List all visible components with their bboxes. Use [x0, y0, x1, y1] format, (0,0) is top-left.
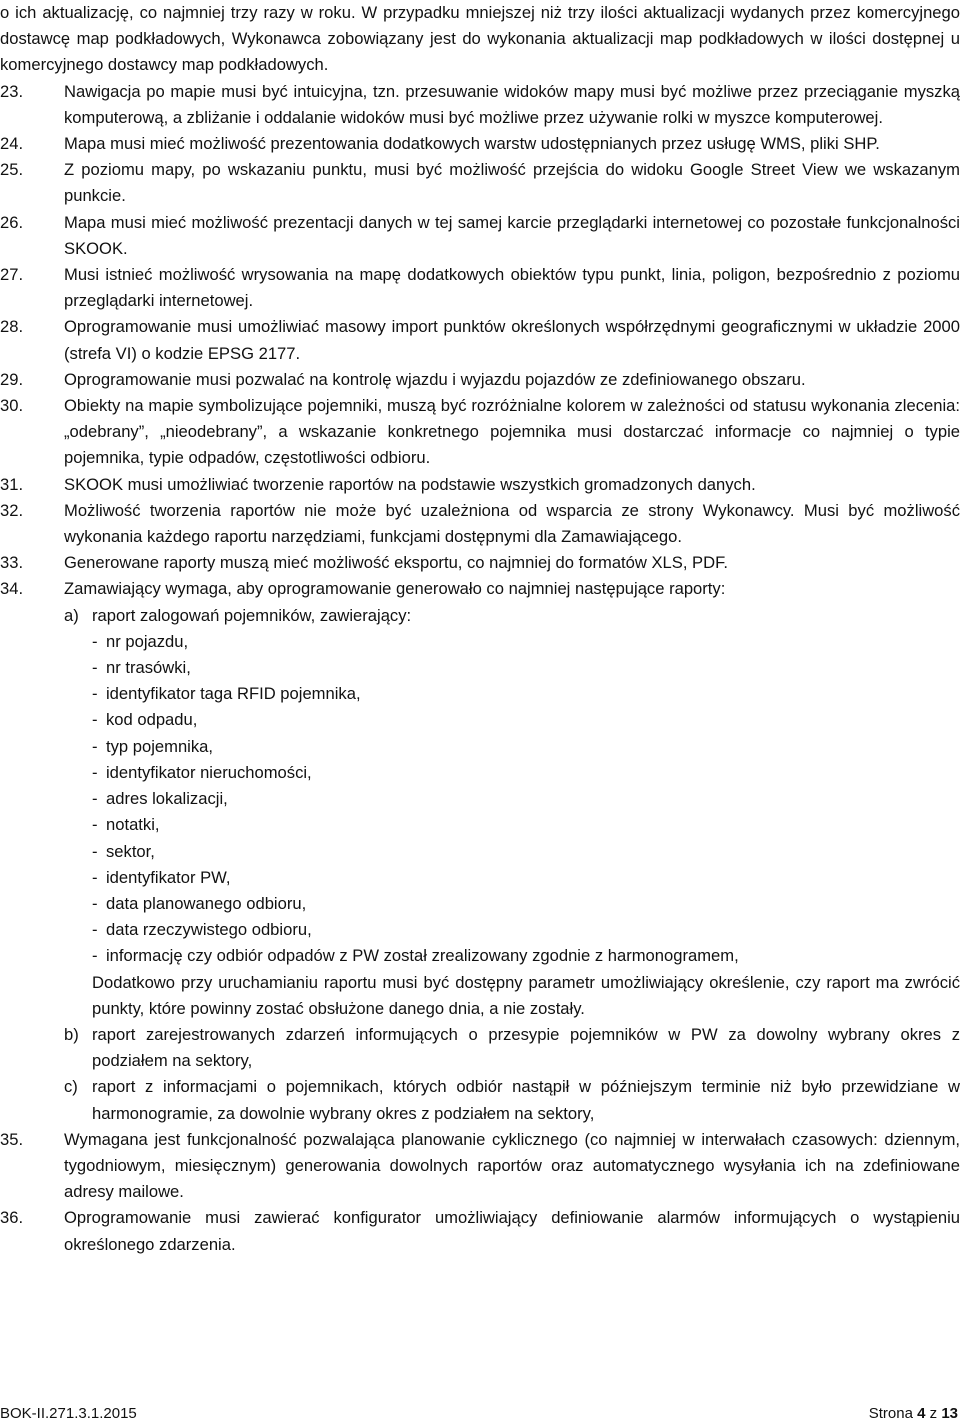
bullet-item: [0, 655, 960, 681]
bullet-text: identyfikator taga RFID pojemnika,: [106, 684, 361, 704]
bullet-text: data rzeczywistego odbioru,: [106, 920, 312, 940]
list-item: [0, 367, 960, 393]
continued-paragraph: o ich aktualizację, co najmniej trzy razy w roku. W przypadku mniejszej niż trzy ilości aktualizacji wydanych przez komercyjnego dostawcę map podkładowych, Wykonawca zobowiązany jest do wykonania aktualizacji map podkładowych w ilości dostępnej u komercyjnego dostawcy map podkładowych.: [0, 3, 960, 75]
item-number: 36.: [0, 1208, 24, 1228]
item-number: 30.: [0, 396, 24, 416]
bullet-item: [0, 734, 960, 760]
page-number: 4: [917, 1405, 926, 1422]
sub-item-text: raport zalogowań pojemników, zawierający:: [92, 605, 412, 625]
page-word: Strona: [868, 1405, 913, 1422]
sub-item-text: raport zarejestrowanych zdarzeń informujących o przesypie pojemników w PW za dowolny wybrany okres z podziałem na sektory,: [92, 1024, 960, 1071]
requirements-list-b: [0, 1127, 960, 1258]
page-indicator: [869, 1405, 958, 1422]
sub-item-letter: b): [64, 1024, 79, 1044]
dash-marker: -: [92, 841, 98, 861]
item-number: 31.: [0, 474, 24, 494]
dash-marker: -: [92, 762, 98, 782]
item-text: Zamawiający wymaga, aby oprogramowanie generowało co najmniej następujące raporty:: [64, 579, 726, 599]
list-item: [0, 314, 960, 366]
list-item: [0, 393, 960, 472]
item-number: 25.: [0, 160, 24, 180]
sub-item-c: [0, 1074, 960, 1126]
item-number: 27.: [0, 265, 24, 285]
bullet-text: identyfikator nieruchomości,: [106, 762, 312, 782]
list-item: [0, 262, 960, 314]
bullet-item: [0, 629, 960, 655]
item-number: 29.: [0, 369, 24, 389]
item-number: 26.: [0, 212, 24, 232]
sub-item-letter: c): [64, 1077, 78, 1097]
bullet-item: [0, 681, 960, 707]
item-text: Z poziomu mapy, po wskazaniu punktu, musi być możliwość przejścia do widoku Google Street View we wskazanym punkcie.: [64, 160, 960, 206]
dash-marker: -: [92, 736, 98, 756]
bullet-item: [0, 707, 960, 733]
item-text: Oprogramowanie musi zawierać konfigurator umożliwiający definiowanie alarmów informujących o wystąpieniu określonego zdarzenia.: [64, 1208, 960, 1254]
item-text: SKOOK musi umożliwiać tworzenie raportów na podstawie wszystkich gromadzonych danych.: [64, 474, 756, 494]
page-total: 13: [941, 1405, 958, 1422]
bullet-text: informację czy odbiór odpadów z PW został zrealizowany zgodnie z harmonogramem,: [106, 946, 739, 966]
sub-item-b: [0, 1022, 960, 1074]
item-number: 28.: [0, 317, 24, 337]
item-text: Nawigacja po mapie musi być intuicyjna, tzn. przesuwanie widoków mapy musi być możliwe przez przeciąganie myszką komputerową, a zbliżanie i oddalanie widoków musi być możliwe przez używanie rolki w myszce komputerowej.: [64, 81, 960, 127]
item-number: 23.: [0, 81, 24, 101]
dash-marker: -: [92, 658, 98, 678]
item-text: Mapa musi mieć możliwość prezentowania dodatkowych warstw udostępnianych przez usługę WMS, pliki SHP.: [64, 134, 880, 154]
report-parameter-note: Dodatkowo przy uruchamianiu raportu musi być dostępny parametr umożliwiający określenie, czy raport ma zwrócić punkty, które powinny zostać obsłużone danego dnia, a nie zostały.: [92, 972, 960, 1018]
dash-marker: -: [92, 893, 98, 913]
item-number: 34.: [0, 579, 24, 599]
bullet-text: kod odpadu,: [106, 710, 198, 730]
list-item: [0, 210, 960, 262]
bullet-text: nr trasówki,: [106, 658, 191, 678]
item-text: Generowane raporty muszą mieć możliwość eksportu, co najmniej do formatów XLS, PDF.: [64, 553, 729, 573]
item-number: 35.: [0, 1129, 24, 1149]
list-item: [0, 157, 960, 209]
bullet-item: [0, 839, 960, 865]
item-text: Mapa musi mieć możliwość prezentacji danych w tej samej karcie przeglądarki internetowej co pozostałe funkcjonalności SKOOK.: [64, 212, 960, 258]
item-text: Wymagana jest funkcjonalność pozwalająca planowanie cyklicznego (co najmniej w interwałach czasowych: dziennym, tygodniowym, miesięcznym) generowania dowolnych raportów oraz automatycznego wysyłania ich na zdefiniowane adresy mailowe.: [64, 1129, 960, 1202]
item-number: 24.: [0, 134, 24, 154]
dash-marker: -: [92, 789, 98, 809]
item-text: Oprogramowanie musi umożliwiać masowy import punktów określonych współrzędnymi geograficznymi w układzie 2000 (strefa VI) o kodzie EPSG 2177.: [64, 317, 960, 363]
of-word: z: [929, 1405, 938, 1422]
list-item: [0, 1205, 960, 1257]
bullet-item: [0, 760, 960, 786]
bullet-text: data planowanego odbioru,: [106, 893, 307, 913]
item-text: Możliwość tworzenia raportów nie może być uzależniona od wsparcia ze strony Wykonawcy. Musi być możliwość wykonania każdego raportu narzędziami, funkcjami dostępnymi dla Zamawiającego.: [64, 500, 960, 547]
list-item: [0, 131, 960, 157]
bullet-item: [0, 943, 960, 969]
sub-item-text: raport z informacjami o pojemnikach, których odbiór nastąpił w późniejszym terminie niż było przewidziane w harmonogramie, za dowolnie wybrany okres z podziałem na sektory,: [92, 1077, 960, 1123]
dash-marker: -: [92, 815, 98, 835]
list-item: [0, 79, 960, 131]
bullet-item: [0, 917, 960, 943]
bullet-text: nr pojazdu,: [106, 631, 189, 651]
sub-item-letter: a): [64, 605, 79, 625]
item-number: 33.: [0, 553, 24, 573]
dash-marker: -: [92, 920, 98, 940]
list-item: [0, 472, 960, 498]
item-number: 32.: [0, 500, 24, 520]
sub-item-a: [0, 603, 960, 629]
bullet-item: [0, 786, 960, 812]
report-fields-list: [0, 629, 960, 970]
bullet-text: typ pojemnika,: [106, 736, 213, 756]
document-reference: BOK-II.271.3.1.2015: [0, 1405, 137, 1422]
bullet-text: adres lokalizacji,: [106, 789, 228, 809]
item-text: Obiekty na mapie symbolizujące pojemniki, muszą być rozróżnialne kolorem w zależności od statusu wykonania zlecenia: „odebrany”, „nieodebrany”, a wskazanie konkretnego pojemnika musi dostarczać informacje co najmniej o typie pojemnika, typie odpadów, częstotliwości odbioru.: [64, 396, 960, 468]
dash-marker: -: [92, 946, 98, 966]
item-text: Oprogramowanie musi pozwalać na kontrolę wjazdu i wyjazdu pojazdów ze zdefiniowanego obszaru.: [64, 369, 806, 389]
dash-marker: -: [92, 710, 98, 730]
requirements-list-a: [0, 79, 960, 603]
list-item: [0, 550, 960, 576]
bullet-text: identyfikator PW,: [106, 867, 231, 887]
bullet-text: notatki,: [106, 815, 160, 835]
dash-marker: -: [92, 631, 98, 651]
page-footer: [0, 1405, 960, 1425]
bullet-item: [0, 812, 960, 838]
bullet-item: [0, 891, 960, 917]
item-text: Musi istnieć możliwość wrysowania na mapę dodatkowych obiektów typu punkt, linia, poligon, bezpośrednio z poziomu przeglądarki internetowej.: [64, 265, 960, 311]
dash-marker: -: [92, 684, 98, 704]
list-item: [0, 498, 960, 550]
dash-marker: -: [92, 867, 98, 887]
bullet-item: [0, 865, 960, 891]
list-item: [0, 1127, 960, 1206]
bullet-text: sektor,: [106, 841, 155, 861]
list-item: [0, 576, 960, 602]
